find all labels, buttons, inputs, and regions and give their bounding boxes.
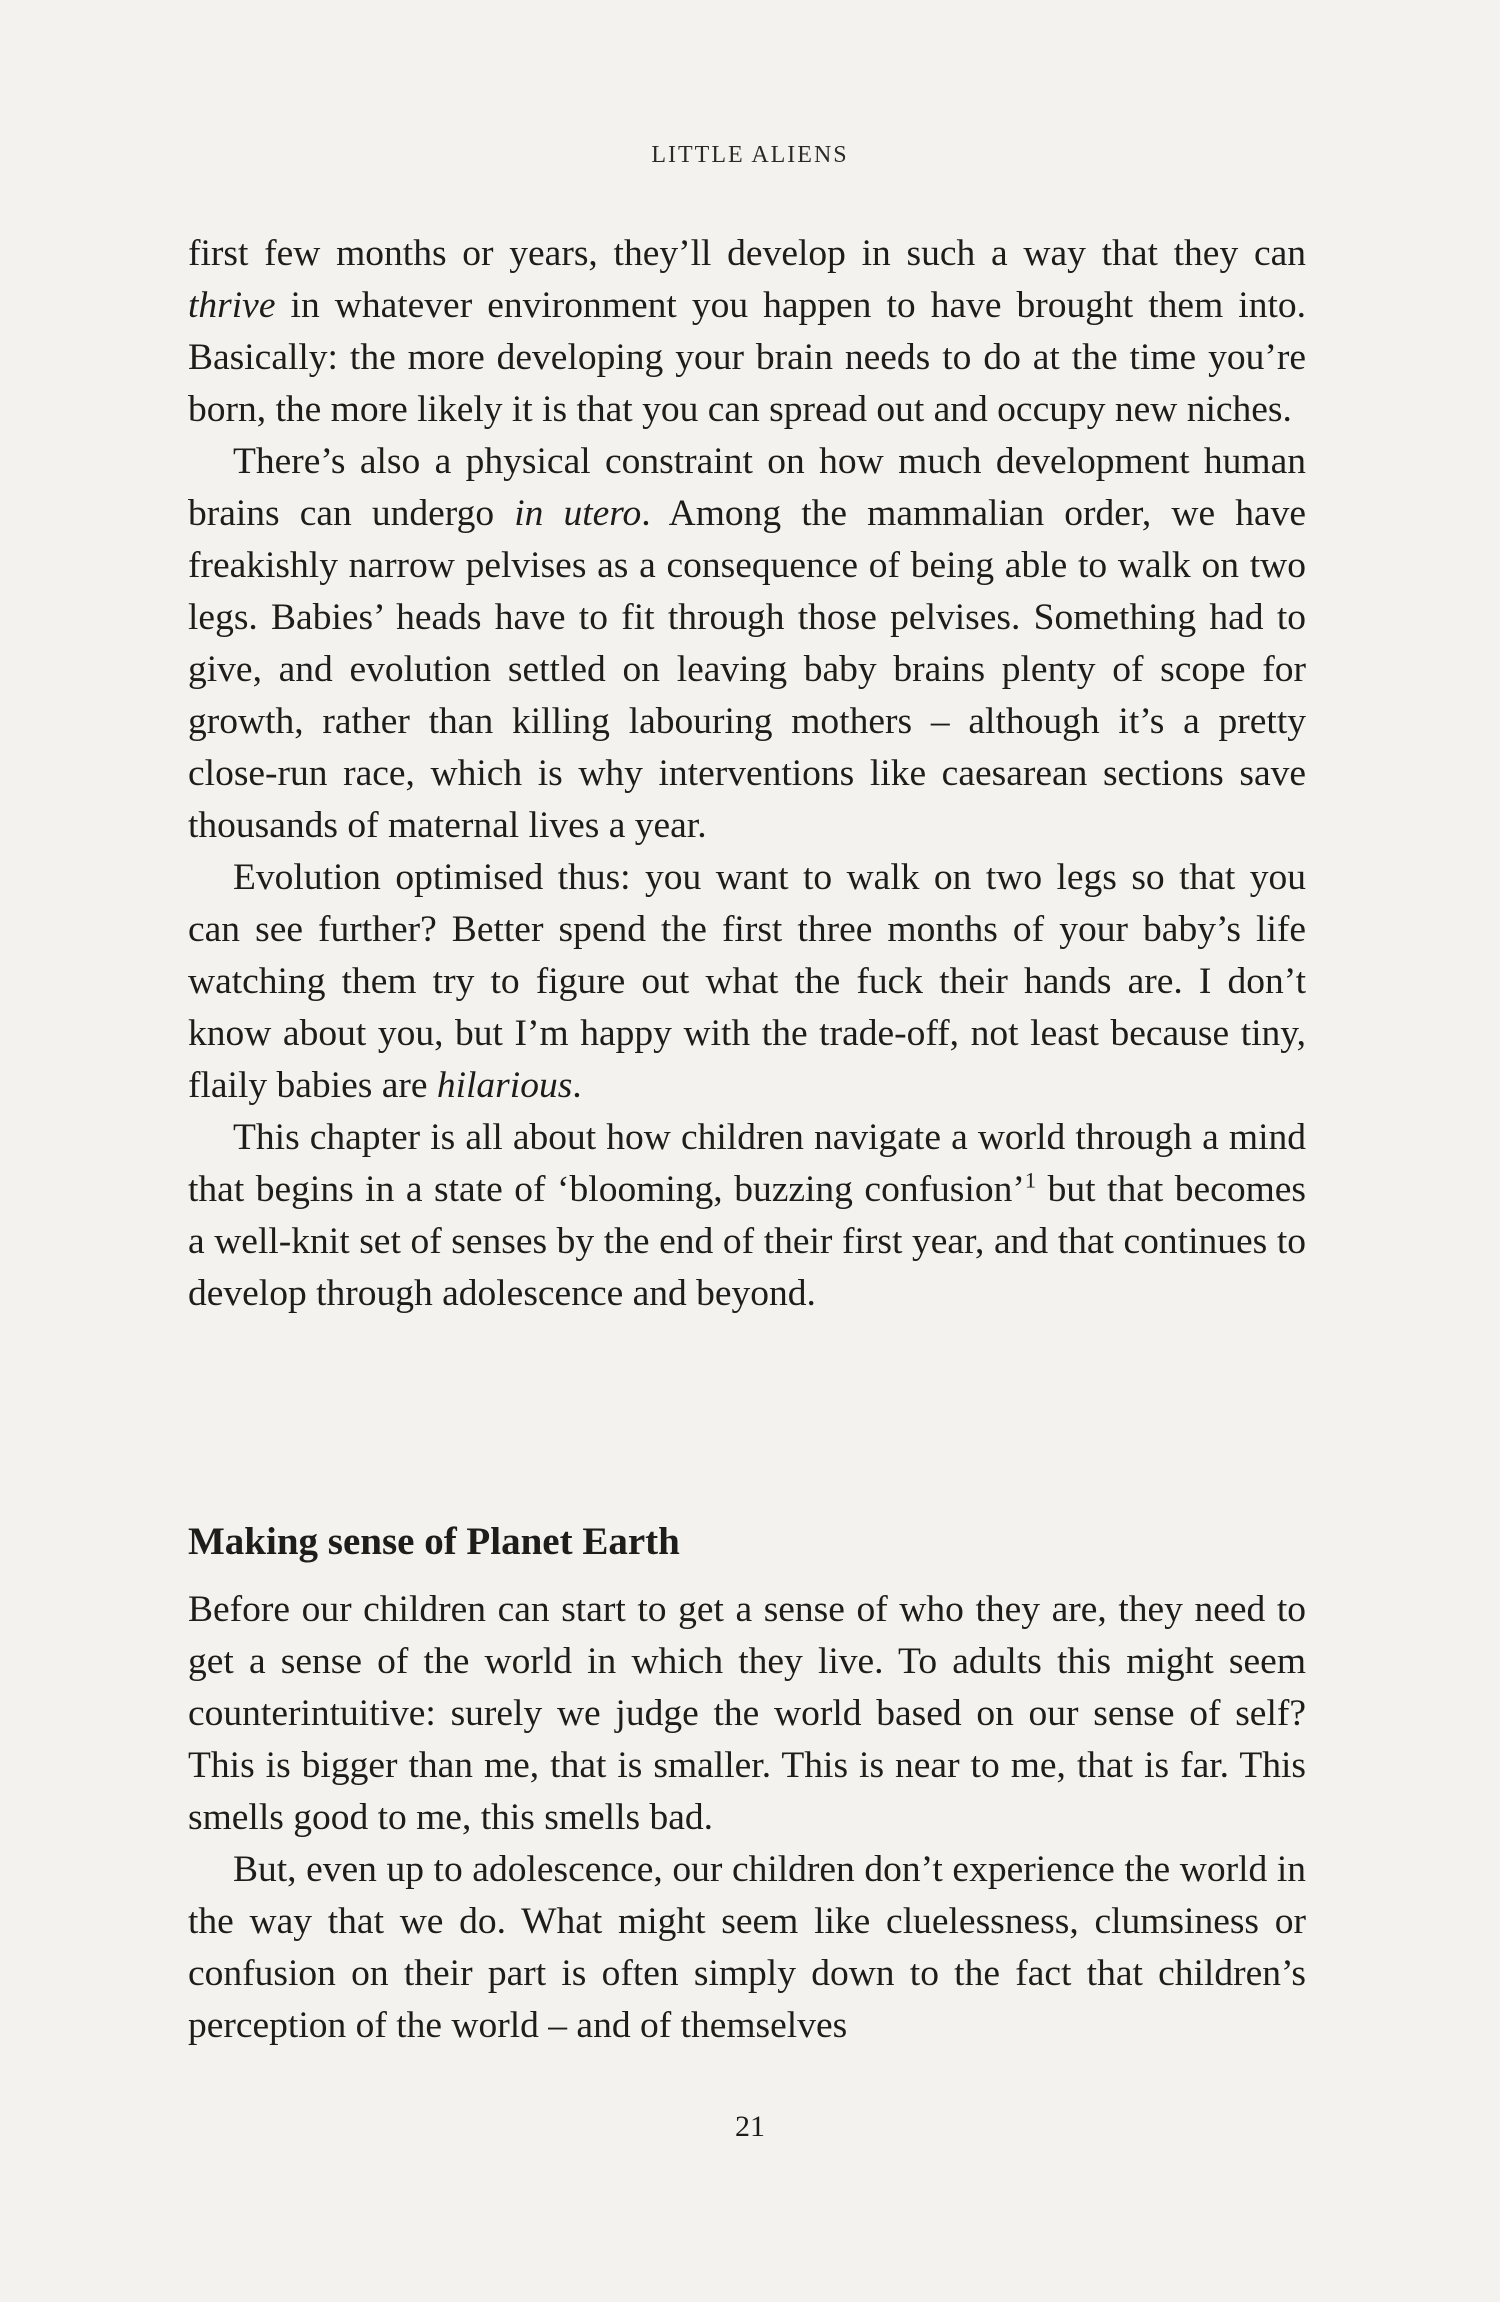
text-run: first few months or years, they’ll develop in such a way that they can (188, 233, 1306, 274)
section-making-sense (188, 1516, 1306, 2052)
section-paragraph-1: Before our children can start to get a sense of who they are, they need to get a sense of the world in which they live. To adults this might seem counterintuitive: surely we judge the world based on our sense of self? This is bigger than me, that is smaller. This is near to me, that is far. This smells good to me, this smells bad. (188, 1589, 1306, 1838)
text-run: in whatever environment you happen to have brought them into. Basically: the more developing your brain needs to do at the time you’re born, the more likely it is that you can spread out and occupy new niches. (188, 285, 1306, 430)
paragraph-3 (188, 852, 1306, 1112)
main-text (188, 228, 1306, 1320)
page-number: 21 (735, 2110, 765, 2143)
text-run: but that becomes a well-knit set of senses by the end of their first year, and that continues to develop through adolescence and beyond. (188, 1169, 1306, 1314)
text-run: Evolution optimised thus: you want to walk on two legs so that you can see further? Better spend the first three months of your baby’s life watching them try to figure out what the fuck their hands are. I don’t know about you, but I’m happy with the trade-off, not least because tiny, flaily babies are (188, 857, 1306, 1106)
paragraph-2 (188, 436, 1306, 852)
text-run: . Among the mammalian order, we have freakishly narrow pelvises as a consequence of being able to walk on two legs. Babies’ heads have to fit through those pelvises. Something had to give, and evolution settled on leaving baby brains plenty of scope for growth, rather than killing labouring mothers – although it’s a pretty close-run race, which is why interventions like caesarean sections save thousands of maternal lives a year. (188, 493, 1307, 846)
italic-run: hilarious (436, 1065, 573, 1106)
paragraph-4 (188, 1112, 1306, 1320)
section-heading: Making sense of Planet Earth (188, 1520, 680, 1563)
section-paragraph-2: But, even up to adolescence, our children don’t experience the world in the way that we do. What might seem like cluelessness, clumsiness or confusion on their part is often simply down to the fact that children’s perception of the world – and of themselves (188, 1849, 1306, 2046)
section-body (188, 1584, 1306, 2052)
paragraph-1 (188, 228, 1306, 436)
footnote-marker: 1 (1024, 1167, 1037, 1193)
running-head: LITTLE ALIENS (651, 142, 849, 168)
text-run: . (572, 1065, 582, 1106)
italic-run: thrive (188, 285, 276, 326)
text-run: There’s also a physical constraint on how much development human brains can undergo (188, 441, 1306, 534)
text-run: This chapter is all about how children navigate a world through a mind that begins in a state of ‘blooming, buzzing confusion’ (188, 1117, 1306, 1210)
italic-run: in utero (514, 493, 642, 534)
